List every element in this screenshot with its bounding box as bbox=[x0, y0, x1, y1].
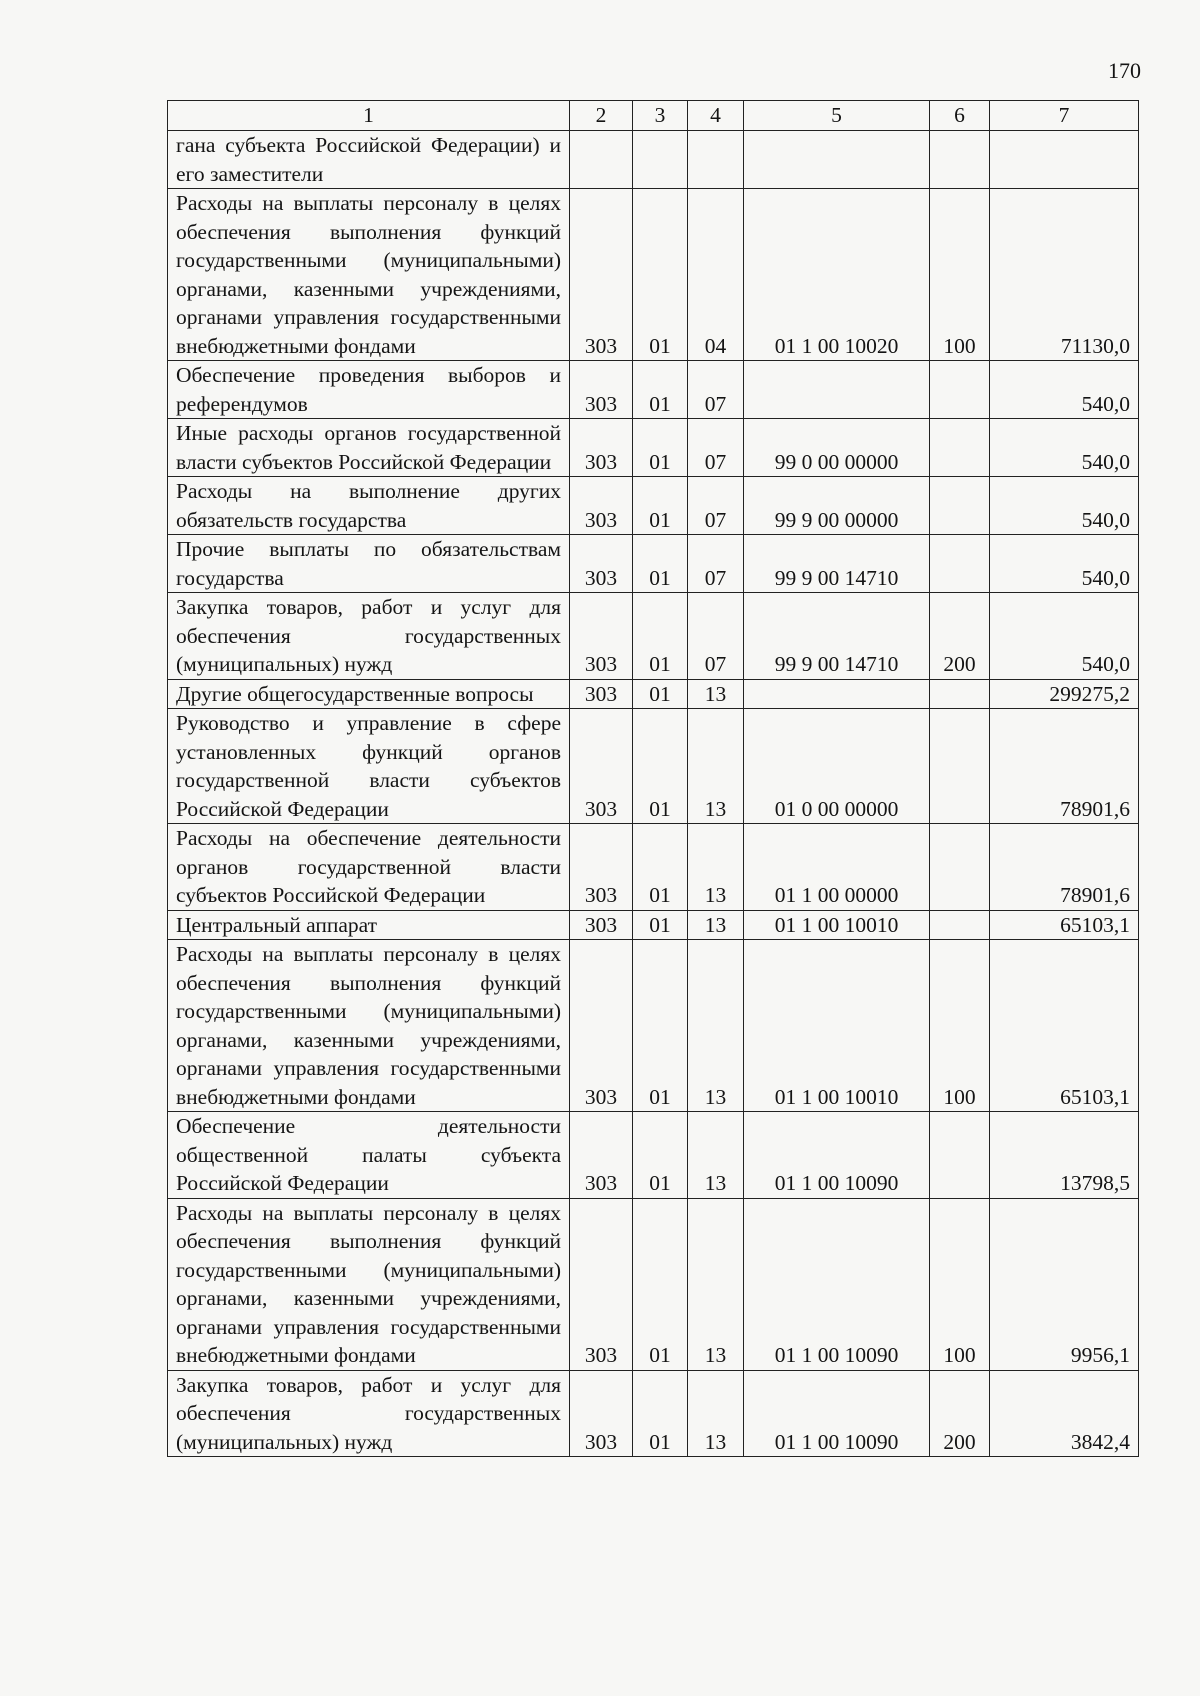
subsection-code-cell: 13 bbox=[688, 709, 744, 824]
expense-type-cell bbox=[930, 419, 990, 477]
header-cell: 2 bbox=[570, 101, 633, 131]
amount-cell: 71130,0 bbox=[990, 189, 1139, 361]
target-article-cell bbox=[744, 361, 930, 419]
header-cell: 1 bbox=[168, 101, 570, 131]
admin-code-cell: 303 bbox=[570, 419, 633, 477]
table-row bbox=[168, 1198, 1139, 1370]
section-code-cell: 01 bbox=[633, 189, 688, 361]
section-code-cell: 01 bbox=[633, 1370, 688, 1457]
section-code-cell: 01 bbox=[633, 477, 688, 535]
target-article-cell bbox=[744, 131, 930, 189]
target-article-cell: 01 1 00 10010 bbox=[744, 940, 930, 1112]
subsection-code-cell: 07 bbox=[688, 361, 744, 419]
section-code-cell: 01 bbox=[633, 593, 688, 680]
header-cell: 4 bbox=[688, 101, 744, 131]
page-number: 170 bbox=[1108, 58, 1141, 83]
table-row bbox=[168, 1370, 1139, 1457]
item-name-cell: Закупка товаров, работ и услуг для обеспечения государственных (муниципальных) нужд bbox=[168, 1370, 570, 1457]
section-code-cell: 01 bbox=[633, 709, 688, 824]
admin-code-cell bbox=[570, 131, 633, 189]
subsection-code-cell: 07 bbox=[688, 593, 744, 680]
target-article-cell: 01 1 00 10010 bbox=[744, 910, 930, 940]
amount-cell: 13798,5 bbox=[990, 1112, 1139, 1199]
subsection-code-cell: 13 bbox=[688, 940, 744, 1112]
header-cell: 6 bbox=[930, 101, 990, 131]
admin-code-cell: 303 bbox=[570, 361, 633, 419]
expense-type-cell bbox=[930, 361, 990, 419]
amount-cell: 540,0 bbox=[990, 361, 1139, 419]
expense-type-cell: 100 bbox=[930, 1198, 990, 1370]
target-article-cell: 99 9 00 14710 bbox=[744, 535, 930, 593]
amount-cell: 3842,4 bbox=[990, 1370, 1139, 1457]
table-body bbox=[168, 131, 1139, 1457]
table-row bbox=[168, 477, 1139, 535]
table-row bbox=[168, 419, 1139, 477]
amount-cell: 78901,6 bbox=[990, 824, 1139, 911]
item-name-cell: Другие общегосударственные вопросы bbox=[168, 679, 570, 709]
item-name-cell: Прочие выплаты по обязательствам государства bbox=[168, 535, 570, 593]
amount-cell: 65103,1 bbox=[990, 910, 1139, 940]
target-article-cell: 99 0 00 00000 bbox=[744, 419, 930, 477]
table-row bbox=[168, 189, 1139, 361]
amount-cell: 65103,1 bbox=[990, 940, 1139, 1112]
admin-code-cell: 303 bbox=[570, 679, 633, 709]
item-name-cell: Расходы на выплаты персоналу в целях обеспечения выполнения функций государственными (муниципальными) органами, казенными учреждениями, органами управления государственными внебюджетными фондами bbox=[168, 940, 570, 1112]
section-code-cell: 01 bbox=[633, 940, 688, 1112]
expense-type-cell: 200 bbox=[930, 593, 990, 680]
subsection-code-cell: 13 bbox=[688, 1112, 744, 1199]
admin-code-cell: 303 bbox=[570, 189, 633, 361]
table-row bbox=[168, 535, 1139, 593]
subsection-code-cell: 13 bbox=[688, 679, 744, 709]
subsection-code-cell: 07 bbox=[688, 535, 744, 593]
target-article-cell: 01 1 00 00000 bbox=[744, 824, 930, 911]
target-article-cell: 01 0 00 00000 bbox=[744, 709, 930, 824]
table-row bbox=[168, 593, 1139, 680]
admin-code-cell: 303 bbox=[570, 1198, 633, 1370]
header-cell: 5 bbox=[744, 101, 930, 131]
item-name-cell: Обеспечение деятельности общественной палаты субъекта Российской Федерации bbox=[168, 1112, 570, 1199]
table-row bbox=[168, 940, 1139, 1112]
item-name-cell: Закупка товаров, работ и услуг для обеспечения государственных (муниципальных) нужд bbox=[168, 593, 570, 680]
item-name-cell: Расходы на обеспечение деятельности органов государственной власти субъектов Российской Федерации bbox=[168, 824, 570, 911]
header-row bbox=[168, 101, 1139, 131]
admin-code-cell: 303 bbox=[570, 593, 633, 680]
section-code-cell: 01 bbox=[633, 361, 688, 419]
subsection-code-cell: 13 bbox=[688, 824, 744, 911]
expense-type-cell bbox=[930, 535, 990, 593]
amount-cell: 299275,2 bbox=[990, 679, 1139, 709]
table-row bbox=[168, 361, 1139, 419]
item-name-cell: Расходы на выплаты персоналу в целях обеспечения выполнения функций государственными (муниципальными) органами, казенными учреждениями, органами управления государственными внебюджетными фондами bbox=[168, 189, 570, 361]
expense-type-cell bbox=[930, 1112, 990, 1199]
subsection-code-cell bbox=[688, 131, 744, 189]
item-name-cell: Руководство и управление в сфере установленных функций органов государственной власти субъектов Российской Федерации bbox=[168, 709, 570, 824]
section-code-cell: 01 bbox=[633, 535, 688, 593]
table-row bbox=[168, 910, 1139, 940]
amount-cell: 540,0 bbox=[990, 535, 1139, 593]
subsection-code-cell: 04 bbox=[688, 189, 744, 361]
admin-code-cell: 303 bbox=[570, 1112, 633, 1199]
expense-type-cell: 100 bbox=[930, 189, 990, 361]
section-code-cell: 01 bbox=[633, 1112, 688, 1199]
amount-cell: 540,0 bbox=[990, 419, 1139, 477]
budget-table bbox=[167, 100, 1139, 1457]
subsection-code-cell: 13 bbox=[688, 1198, 744, 1370]
header-cell: 3 bbox=[633, 101, 688, 131]
section-code-cell bbox=[633, 131, 688, 189]
amount-cell: 9956,1 bbox=[990, 1198, 1139, 1370]
admin-code-cell: 303 bbox=[570, 940, 633, 1112]
item-name-cell: гана субъекта Российской Федерации) и его заместители bbox=[168, 131, 570, 189]
subsection-code-cell: 07 bbox=[688, 477, 744, 535]
target-article-cell: 01 1 00 10090 bbox=[744, 1370, 930, 1457]
section-code-cell: 01 bbox=[633, 1198, 688, 1370]
expense-type-cell bbox=[930, 910, 990, 940]
item-name-cell: Центральный аппарат bbox=[168, 910, 570, 940]
subsection-code-cell: 13 bbox=[688, 1370, 744, 1457]
table-row bbox=[168, 679, 1139, 709]
target-article-cell: 99 9 00 00000 bbox=[744, 477, 930, 535]
target-article-cell: 01 1 00 10090 bbox=[744, 1112, 930, 1199]
admin-code-cell: 303 bbox=[570, 1370, 633, 1457]
table-row bbox=[168, 1112, 1139, 1199]
expense-type-cell bbox=[930, 709, 990, 824]
admin-code-cell: 303 bbox=[570, 535, 633, 593]
admin-code-cell: 303 bbox=[570, 910, 633, 940]
expense-type-cell bbox=[930, 679, 990, 709]
item-name-cell: Обеспечение проведения выборов и референдумов bbox=[168, 361, 570, 419]
table-row bbox=[168, 131, 1139, 189]
admin-code-cell: 303 bbox=[570, 477, 633, 535]
subsection-code-cell: 07 bbox=[688, 419, 744, 477]
header-cell: 7 bbox=[990, 101, 1139, 131]
item-name-cell: Расходы на выполнение других обязательств государства bbox=[168, 477, 570, 535]
section-code-cell: 01 bbox=[633, 824, 688, 911]
admin-code-cell: 303 bbox=[570, 824, 633, 911]
section-code-cell: 01 bbox=[633, 910, 688, 940]
item-name-cell: Расходы на выплаты персоналу в целях обеспечения выполнения функций государственными (муниципальными) органами, казенными учреждениями, органами управления государственными внебюджетными фондами bbox=[168, 1198, 570, 1370]
admin-code-cell: 303 bbox=[570, 709, 633, 824]
section-code-cell: 01 bbox=[633, 679, 688, 709]
table-row bbox=[168, 709, 1139, 824]
target-article-cell: 99 9 00 14710 bbox=[744, 593, 930, 680]
item-name-cell: Иные расходы органов государственной власти субъектов Российской Федерации bbox=[168, 419, 570, 477]
expense-type-cell: 100 bbox=[930, 940, 990, 1112]
amount-cell: 540,0 bbox=[990, 477, 1139, 535]
target-article-cell: 01 1 00 10090 bbox=[744, 1198, 930, 1370]
expense-type-cell bbox=[930, 131, 990, 189]
section-code-cell: 01 bbox=[633, 419, 688, 477]
amount-cell bbox=[990, 131, 1139, 189]
expense-type-cell: 200 bbox=[930, 1370, 990, 1457]
expense-type-cell bbox=[930, 477, 990, 535]
target-article-cell bbox=[744, 679, 930, 709]
target-article-cell: 01 1 00 10020 bbox=[744, 189, 930, 361]
amount-cell: 78901,6 bbox=[990, 709, 1139, 824]
amount-cell: 540,0 bbox=[990, 593, 1139, 680]
expense-type-cell bbox=[930, 824, 990, 911]
table-row bbox=[168, 824, 1139, 911]
subsection-code-cell: 13 bbox=[688, 910, 744, 940]
